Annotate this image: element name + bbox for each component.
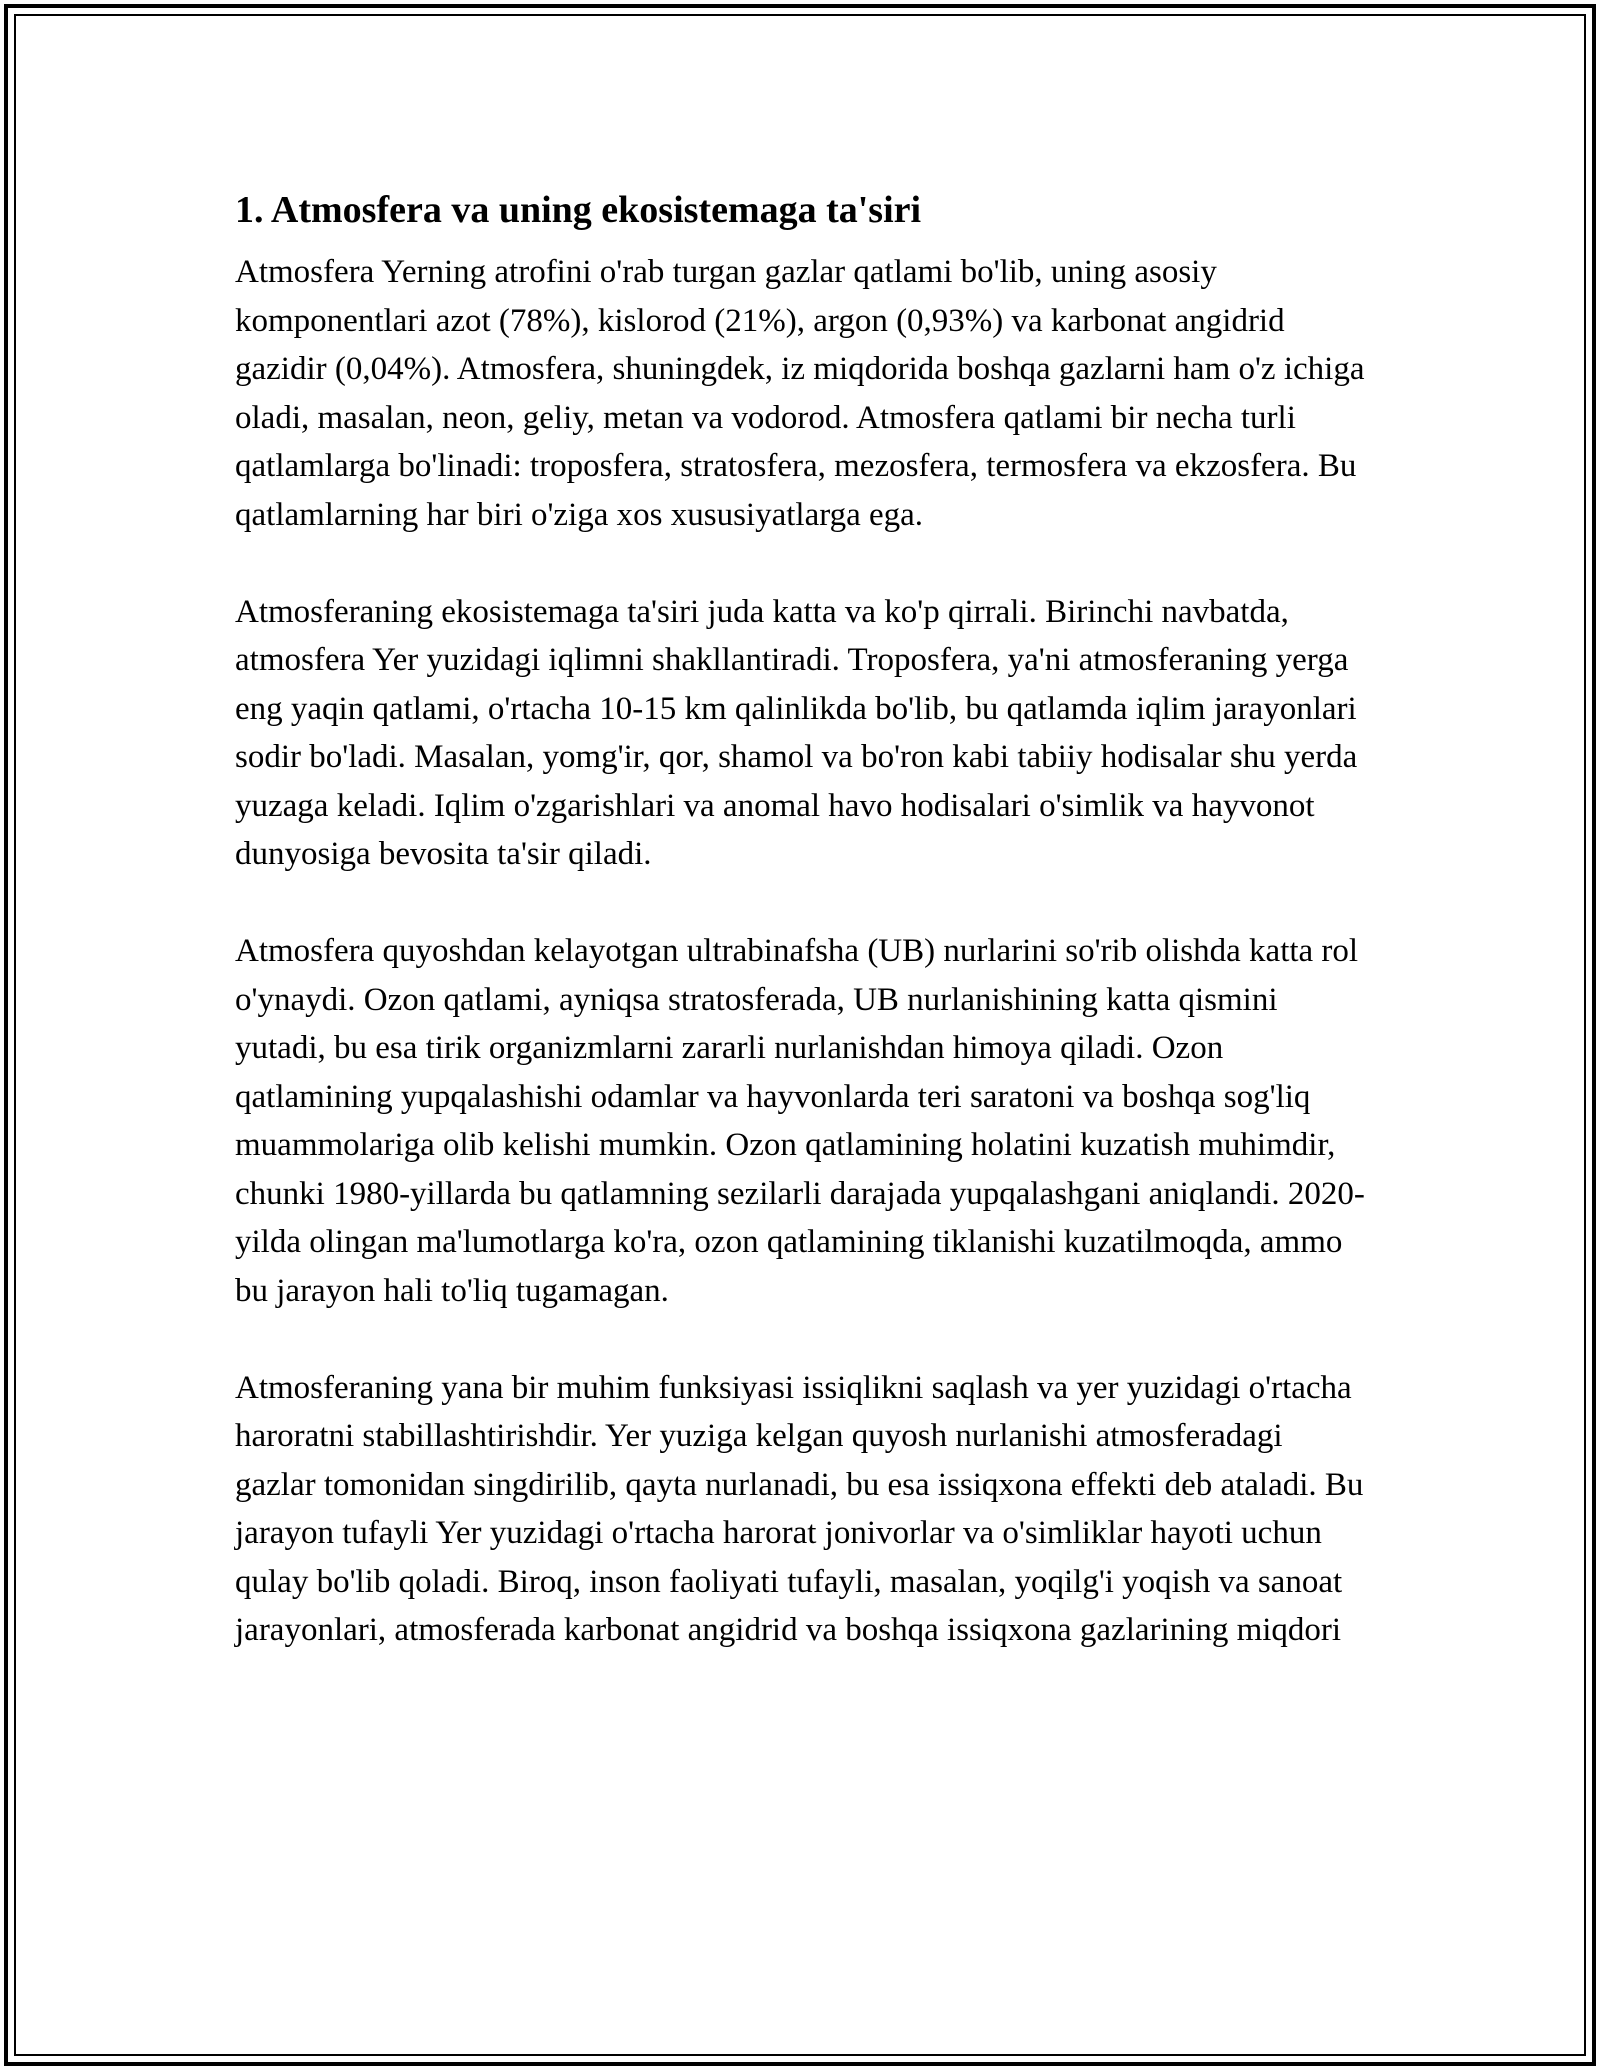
paragraph-ecosystem-impact: Atmosferaning ekosistemaga ta'siri juda katta va ko'p qirrali. Birinchi navbatda, atmosfera Yer yuzidagi iqlimni shakllantiradi. Troposfera, ya'ni atmosferaning yerga eng yaqin qatlami, o'rtacha 10-15 km qalinlikda bo'lib, bu qatlamda iqlim jarayonlari sodir bo'ladi. Masalan, yomg'ir, qor, shamol va bo'ron kabi tabiiy hodisalar shu yerda yuzaga keladi. Iqlim o'zgarishlari va anomal havo hodisalari o'simlik va hayvonot dunyosiga bevosita ta'sir qiladi. [235,593,1358,872]
section-heading: 1. Atmosfera va uning ekosistemaga ta'siri [235,189,922,231]
paragraph-ozone-layer: Atmosfera quyoshdan kelayotgan ultrabinafsha (UB) nurlarini so'rib olishda katta rol o'ynaydi. Ozon qatlami, ayniqsa stratosferada, UB nurlanishining katta qismini yutadi, bu esa tirik organizmlarni zararli nurlanishdan himoya qiladi. Ozon qatlamining yupqalashishi odamlar va hayvonlarda teri saratoni va boshqa sog'liq muammolariga olib kelishi mumkin. Ozon qatlamining holatini kuzatish muhimdir, chunki 1980-yillarda bu qatlamning sezilarli darajada yupqalashgani aniqlandi. 2020-yilda olingan ma'lumotlarga ko'ra, ozon qatlamining tiklanishi kuzatilmoqda, ammo bu jarayon hali to'liq tugamagan. [235,933,1365,1309]
paragraph-atmosphere-composition: Atmosfera Yerning atrofini o'rab turgan gazlar qatlami bo'lib, uning asosiy komponentlari azot (78%), kislorod (21%), argon (0,93%) va karbonat angidrid gazidir (0,04%). Atmosfera, shuningdek, iz miqdorida boshqa gazlarni ham o'z ichiga oladi, masalan, neon, geliy, metan va vodorod. Atmosfera qatlami bir necha turli qatlamlarga bo'linadi: troposfera, stratosfera, mezosfera, termosfera va ekzosfera. Bu qatlamlarning har biri o'ziga xos xususiyatlarga ega. [235,254,1365,533]
paragraph-greenhouse-effect: Atmosferaning yana bir muhim funksiyasi issiqlikni saqlash va yer yuzidagi o'rtacha haroratni stabillashtirishdir. Yer yuziga kelgan quyosh nurlanishi atmosferadagi gazlar tomonidan singdirilib, qayta nurlanadi, bu esa issiqxona effekti deb ataladi. Bu jarayon tufayli Yer yuzidagi o'rtacha harorat jonivorlar va o'simliklar hayoti uchun qulay bo'lib qoladi. Biroq, inson faoliyati tufayli, masalan, yoqilg'i yoqish va sanoat jarayonlari, atmosferada karbonat angidrid va boshqa issiqxona gazlarining miqdori [235,1369,1364,1648]
document-body [235,186,1370,1703]
